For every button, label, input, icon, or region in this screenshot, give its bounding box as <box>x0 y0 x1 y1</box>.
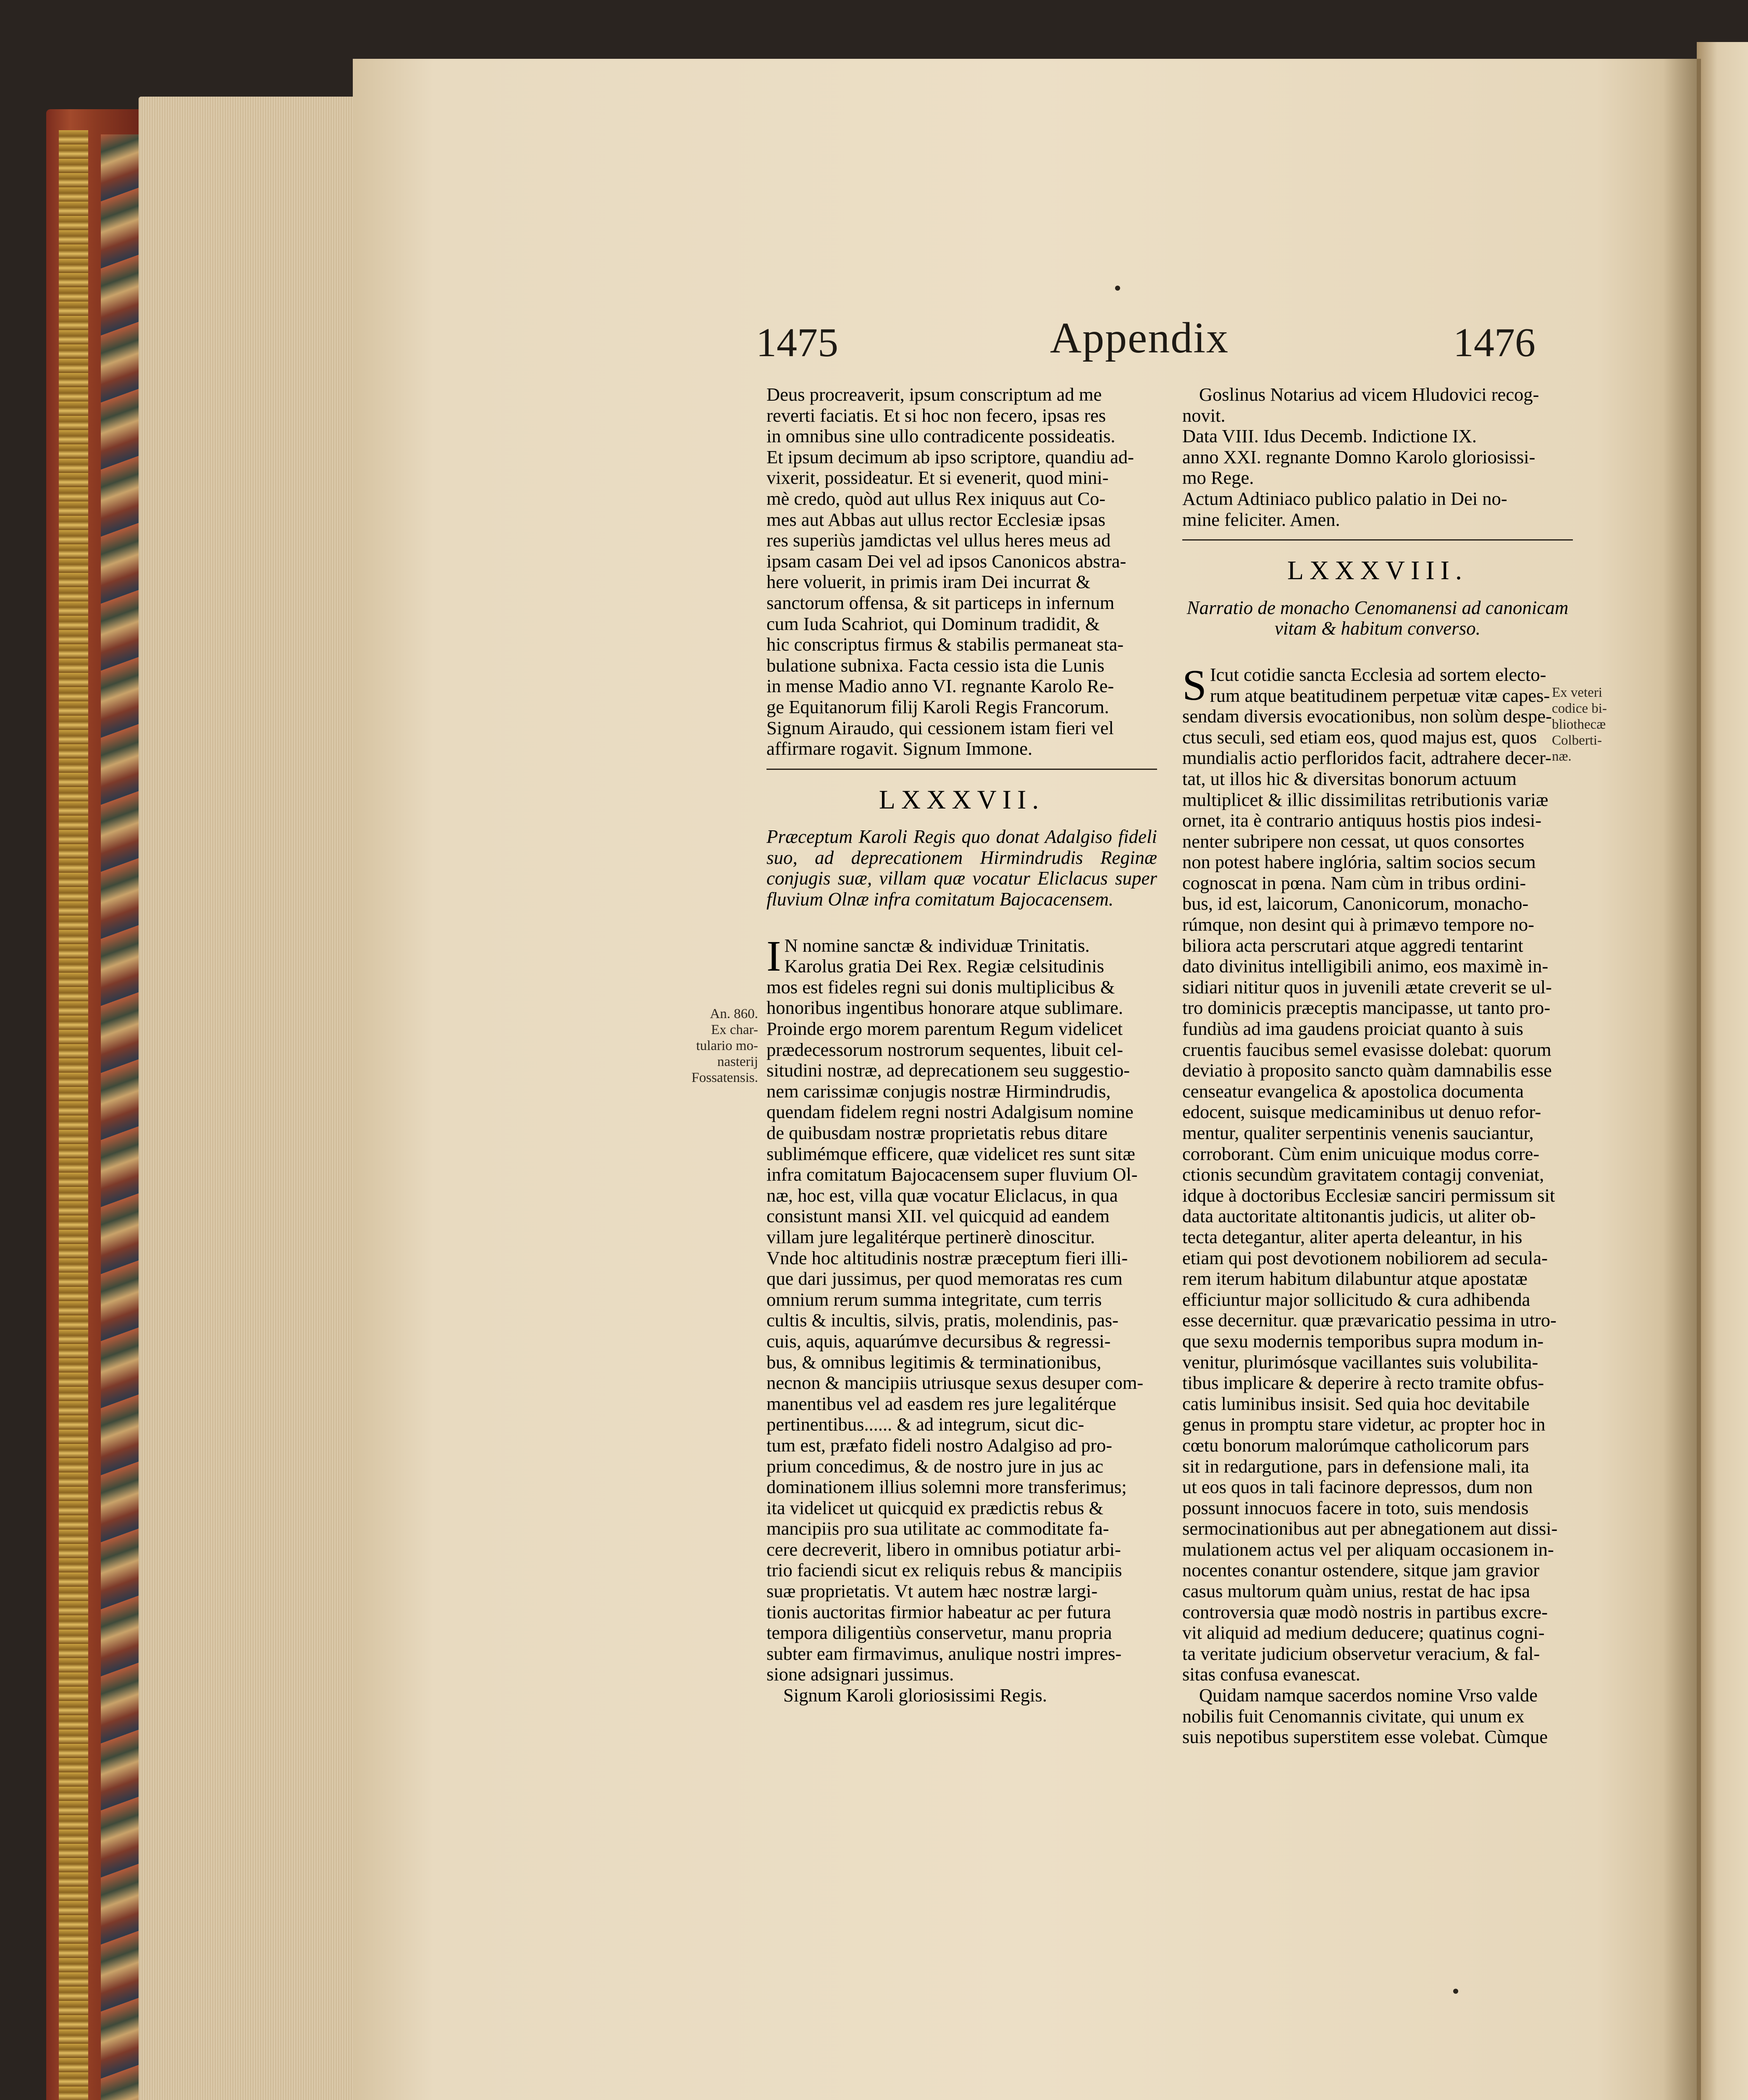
running-head: Appendix <box>1050 314 1229 362</box>
text-line: que sexu modernis temporibus supra modum in- <box>1182 1330 1544 1352</box>
text-line: Signum Airaudo, qui cessionem istam fieri vel <box>766 717 1114 738</box>
text-line: necnon & mancipiis utriusque sexus desuper com- <box>766 1372 1144 1394</box>
text-line: mulationem actus vel per aliquam occasionem in- <box>1182 1538 1554 1560</box>
text-line: novit. <box>1182 404 1226 426</box>
text-line: subter eam firmavimus, anulique nostri impres- <box>766 1643 1122 1664</box>
text-line: mancipiis pro sua utilitate ac commoditate fa- <box>766 1518 1109 1539</box>
text-line: controversia quæ modò nostris in partibus excre- <box>1182 1601 1548 1622</box>
left-column <box>766 384 1157 1706</box>
text-line: bus, & omnibus legitimis & terminationibus, <box>766 1351 1102 1373</box>
ink-speck <box>1453 1989 1458 1994</box>
text-line: rúmque, non desint qui à primævo tempore no- <box>1182 914 1534 935</box>
text-line: cultis & incultis, silvis, pratis, molendinis, pas- <box>766 1310 1119 1331</box>
text-line: hic conscriptus firmus & stabilis permaneat sta- <box>766 634 1124 655</box>
section-divider <box>766 769 1157 770</box>
text-line: Karolus gratia Dei Rex. Regiæ celsitudinis <box>784 956 1104 977</box>
text-line: biliora acta perscrutari atque aggredi tentarint <box>1182 934 1523 956</box>
text-line: Icut cotidie sancta Ecclesia ad sortem electo- <box>1210 664 1546 685</box>
text-line: Vnde hoc altitudinis nostræ præceptum fieri illi- <box>766 1247 1128 1268</box>
text-line: sit in redargutione, pars in defensione mali, ita <box>1182 1455 1529 1477</box>
text-line: tempora diligentiùs conservetur, manu propria <box>766 1622 1112 1643</box>
text-line: ge Equitanorum filij Karoli Regis Francorum. <box>766 696 1109 717</box>
text-line: sublimémque efficere, quæ videlicet res sunt sitæ <box>766 1143 1135 1164</box>
text-line: mes aut Abbas aut ullus rector Ecclesiæ ipsas <box>766 509 1105 530</box>
text-line: deviatio à proposito sancto quàm damnabilis esse <box>1182 1060 1552 1081</box>
text-line: rem iterum habitum dilabuntur atque apostatæ <box>1182 1268 1528 1289</box>
text-line: corroborant. Cùm enim unicuique modus corre- <box>1182 1143 1540 1164</box>
ink-speck <box>1115 286 1120 291</box>
facing-page-edge <box>1697 42 1748 2100</box>
text-line: tum est, præfato fideli nostro Adalgiso ad pro- <box>766 1434 1113 1456</box>
page-number-right: 1476 <box>1453 320 1535 365</box>
text-line: ipsam casam Dei vel ad ipsos Canonicos abstra- <box>766 550 1126 572</box>
text-line: ta veritate judicium observetur veracium, & fal- <box>1182 1643 1540 1664</box>
text-line: dominationem illius solemni more transferimus; <box>766 1476 1127 1498</box>
text-line: sitas confusa evanescat. <box>1182 1664 1360 1685</box>
text-line: mentur, qualiter serpentinis venenis sauciantur, <box>1182 1122 1534 1143</box>
text-line: omnium rerum summa integritate, cum terris <box>766 1289 1102 1310</box>
text-line: etiam qui post devotionem nobiliorem ad secula- <box>1182 1247 1548 1268</box>
narrative-paragraph <box>1182 1685 1573 1748</box>
text-line: affirmare rogavit. Signum Immone. <box>766 738 1033 759</box>
margin-note-line: Ex veteri <box>1552 685 1603 700</box>
page-edges <box>139 97 357 2100</box>
text-line: mo Rege. <box>1182 467 1254 488</box>
text-line: mos est fideles regni sui donis multiplicibus & <box>766 976 1115 998</box>
narrative-body <box>1182 661 1573 1685</box>
text-line: sendam diversis evocationibus, non solùm despe- <box>1182 706 1552 727</box>
text-line: cœtu bonorum malorúmque catholicorum pars <box>1182 1434 1529 1456</box>
text-line: pertinentibus...... & ad integrum, sicut dic- <box>766 1414 1084 1435</box>
text-line: tat, ut illos hic & diversitas bonorum actuum <box>1182 768 1517 789</box>
right-column <box>1182 384 1573 1748</box>
text-line: nem carissimæ conjugis nostræ Hirmindrudis, <box>766 1080 1111 1102</box>
text-line: cognoscat in pœna. Nam cùm in tribus ordini- <box>1182 872 1526 893</box>
text-line: N nomine sanctæ & individuæ Trinitatis. <box>784 934 1090 956</box>
text-line: prædecessorum nostrorum sequentes, libuit cel- <box>766 1039 1123 1060</box>
text-line: data auctoritate altitonantis judicis, ut aliter ob- <box>1182 1205 1536 1227</box>
text-line: bulatione subnixa. Facta cessio ista die Lunis <box>766 654 1105 676</box>
text-line: idque à doctoribus Ecclesiæ sanciri permissum sit <box>1182 1184 1555 1206</box>
margin-note-left <box>666 1006 758 1086</box>
section-divider <box>1182 539 1573 541</box>
text-line: cere decreverit, libero in omnibus potiatur arbi- <box>766 1538 1121 1560</box>
text-line: multiplicet & illic dissimilitas retributionis variæ <box>1182 789 1549 810</box>
text-line: tionis auctoritas firmior habeatur ac per futura <box>766 1601 1111 1622</box>
text-line: Data VIII. Idus Decemb. Indictione IX. <box>1182 425 1477 447</box>
charter-closing-text <box>1182 384 1573 530</box>
text-line: nenter subripere non cessat, ut quos consortes <box>1182 830 1525 852</box>
text-line: trio faciendi sicut ex reliquis rebus & mancipiis <box>766 1559 1122 1581</box>
text-line: ctionis secundùm gravitatem contagij conveniat, <box>1182 1164 1544 1185</box>
drop-capital: I <box>766 932 781 980</box>
text-line: sanctorum offensa, & sit particeps in infernum <box>766 592 1115 613</box>
text-line: næ, hoc est, villa quæ vocatur Eliclacus, in qua <box>766 1184 1118 1206</box>
text-line: edocent, suisque medicaminibus ut denuo refor- <box>1182 1101 1541 1123</box>
text-line: manentibus vel ad easdem res jure legalitérque <box>766 1393 1116 1414</box>
text-line: prium concedimus, & de nostro jure in jus ac <box>766 1455 1104 1477</box>
text-line: vixerit, possideatur. Et si evenerit, quod mini- <box>766 467 1109 488</box>
text-line: infra comitatum Bajocacensem super fluvium Ol- <box>766 1164 1138 1185</box>
text-line: tecta detegantur, aliter aperta deleantur, in his <box>1182 1226 1522 1247</box>
text-line: dato divinitus intelligibili animo, eos maximè in- <box>1182 956 1549 977</box>
text-line: situdini nostræ, ad deprecationem seu suggestio- <box>766 1060 1130 1081</box>
text-line: mè credo, quòd aut ullus Rex iniquus aut Co- <box>766 488 1106 509</box>
text-line: censeatur evangelica & apostolica documenta <box>1182 1080 1524 1102</box>
text-line: res superiùs jamdictas vel ullus heres meus ad <box>766 530 1111 551</box>
text-line: nocentes conantur ostendere, sitque jam gravior <box>1182 1559 1540 1581</box>
text-line: mine feliciter. Amen. <box>1182 509 1340 530</box>
text-line: ita videlicet ut quicquid ex prædictis rebus & <box>766 1497 1104 1518</box>
text-line: genus in promptu stare videtur, ac propter hoc in <box>1182 1414 1546 1435</box>
text-line: cuis, aquis, aquarúmve decursibus & regressi- <box>766 1330 1111 1352</box>
margin-note-line: Colberti- <box>1552 733 1602 748</box>
margin-note-line: tulario mo- <box>696 1038 758 1053</box>
text-line: Actum Adtiniaco publico palatio in Dei no- <box>1182 488 1507 509</box>
text-line: Proinde ergo morem parentum Regum videlicet <box>766 1018 1123 1040</box>
text-line: catis luminibus insisit. Sed quia hoc devitabile <box>1182 1393 1530 1414</box>
text-line: in omnibus sine ullo contradicente possideatis. <box>766 425 1115 447</box>
text-line: vit aliquid ad medium deducere; quatinus cogni- <box>1182 1622 1545 1643</box>
text-line: que dari jussimus, per quod memoratas res cum <box>766 1268 1123 1289</box>
continued-charter-text <box>766 384 1157 759</box>
section-title: Præceptum Karoli Regis quo donat Adalgiso fideli suo, ad deprecationem Hirmindrudis Reginæ conjugis suæ, villam quæ vocatur Eliclacus super fluvium Olnæ infra comitatum Bajocacensem. <box>766 826 1157 910</box>
gutter-shadow <box>1663 59 1701 2100</box>
text-line: tibus implicare & deperire à recto tramite obfus- <box>1182 1372 1544 1394</box>
text-line: Goslinus Notarius ad vicem Hludovici recog- <box>1199 384 1539 405</box>
margin-note-line: nasterij <box>717 1054 758 1069</box>
signature-line: Signum Karoli gloriosissimi Regis. <box>783 1685 1047 1706</box>
text-line: quendam fidelem regni nostri Adalgisum nomine <box>766 1101 1134 1123</box>
text-line: reverti faciatis. Et si hoc non fecero, ipsas res <box>766 404 1106 426</box>
margin-note-line: Fossatensis. <box>691 1070 758 1085</box>
text-line: in mense Madio anno VI. regnante Karolo Re- <box>766 675 1114 697</box>
text-line: nobilis fuit Cenomannis civitate, qui unum ex <box>1182 1705 1525 1727</box>
text-line: ut eos quos in tali facinore depressos, dum non <box>1182 1476 1533 1498</box>
text-line: rum atque beatitudinem perpetuæ vitæ capes- <box>1210 685 1550 706</box>
margin-note-line: bliothecæ <box>1552 717 1606 732</box>
text-line: consistunt mansi XII. vel quicquid ad eandem <box>766 1205 1110 1227</box>
text-line: Deus procreaverit, ipsum conscriptum ad me <box>766 384 1102 405</box>
section-title: Narratio de monacho Cenomanensi ad canonicam vitam & habitum converso. <box>1186 597 1569 639</box>
margin-note-line: Ex char- <box>711 1022 758 1037</box>
gilt-border-ornament <box>59 130 88 2100</box>
text-line: ornet, ita è contrario antiquus hostis pios indesi- <box>1182 810 1542 831</box>
text-line: honoribus ingentibus honorare atque sublimare. <box>766 997 1123 1018</box>
charter-body <box>766 932 1157 1685</box>
text-line: suis nepotibus superstitem esse volebat. Cùmque <box>1182 1726 1548 1748</box>
text-line: possunt innocuos facere in toto, suis mendosis <box>1182 1497 1529 1518</box>
text-line: fundiùs ad ima gaudens proiciat quanto à suis <box>1182 1018 1523 1040</box>
text-line: efficiuntur major sollicitudo & cura adhibenda <box>1182 1289 1530 1310</box>
text-line: non potest habere inglória, saltim socios secum <box>1182 851 1536 873</box>
text-line: Et ipsum decimum ab ipso scriptore, quandiu ad- <box>766 446 1134 467</box>
text-line: sermocinationibus aut per abnegationem aut dissi- <box>1182 1518 1558 1539</box>
text-line: casus multorum quàm unius, restat de hac ipsa <box>1182 1580 1530 1602</box>
text-line: villam jure legalitérque pertinerè dinoscitur. <box>766 1226 1095 1247</box>
text-line: sione adsignari jussimus. <box>766 1664 954 1685</box>
page-number-left: 1475 <box>756 320 838 365</box>
drop-capital: S <box>1182 661 1207 709</box>
text-line: anno XXI. regnante Domno Karolo gloriosissi- <box>1182 446 1535 467</box>
text-line: tro dominicis præceptis mancipasse, ut tanto pro- <box>1182 997 1551 1018</box>
text-line: suæ proprietatis. Vt autem hæc nostræ largi- <box>766 1580 1098 1602</box>
text-line: mundialis actio perfloridos facit, adtrahere decer- <box>1182 747 1551 769</box>
text-line: sidiari nititur quos in juvenili ætate creverit se ul- <box>1182 976 1552 998</box>
text-line: venitur, plurimósque vacillantes suis volubilita- <box>1182 1351 1538 1373</box>
text-line: cruentis faucibus semel evasisse dolebat: quorum <box>1182 1039 1551 1060</box>
section-number: LXXXVII. <box>879 784 1045 814</box>
text-line: cum Iuda Scahriot, qui Dominum tradidit, & <box>766 613 1100 634</box>
margin-note-line: codice bi- <box>1552 701 1607 716</box>
text-line: de quibusdam nostræ proprietatis rebus ditare <box>766 1122 1108 1143</box>
text-line: here voluerit, in primis iram Dei incurrat & <box>766 571 1091 593</box>
margin-note-line: næ. <box>1552 749 1572 764</box>
marbled-endpaper <box>101 134 143 2100</box>
text-line: Quidam namque sacerdos nomine Vrso valde <box>1199 1685 1538 1706</box>
text-line: esse decernitur. quæ prævaricatio pessima in utro- <box>1182 1310 1556 1331</box>
section-number: LXXXVIII. <box>1287 555 1468 585</box>
text-line: bus, id est, laicorum, Canonicorum, monacho- <box>1182 893 1529 914</box>
text-line: ctus seculi, sed etiam eos, quod majus est, quos <box>1182 726 1537 748</box>
margin-note-line: An. 860. <box>710 1006 758 1021</box>
